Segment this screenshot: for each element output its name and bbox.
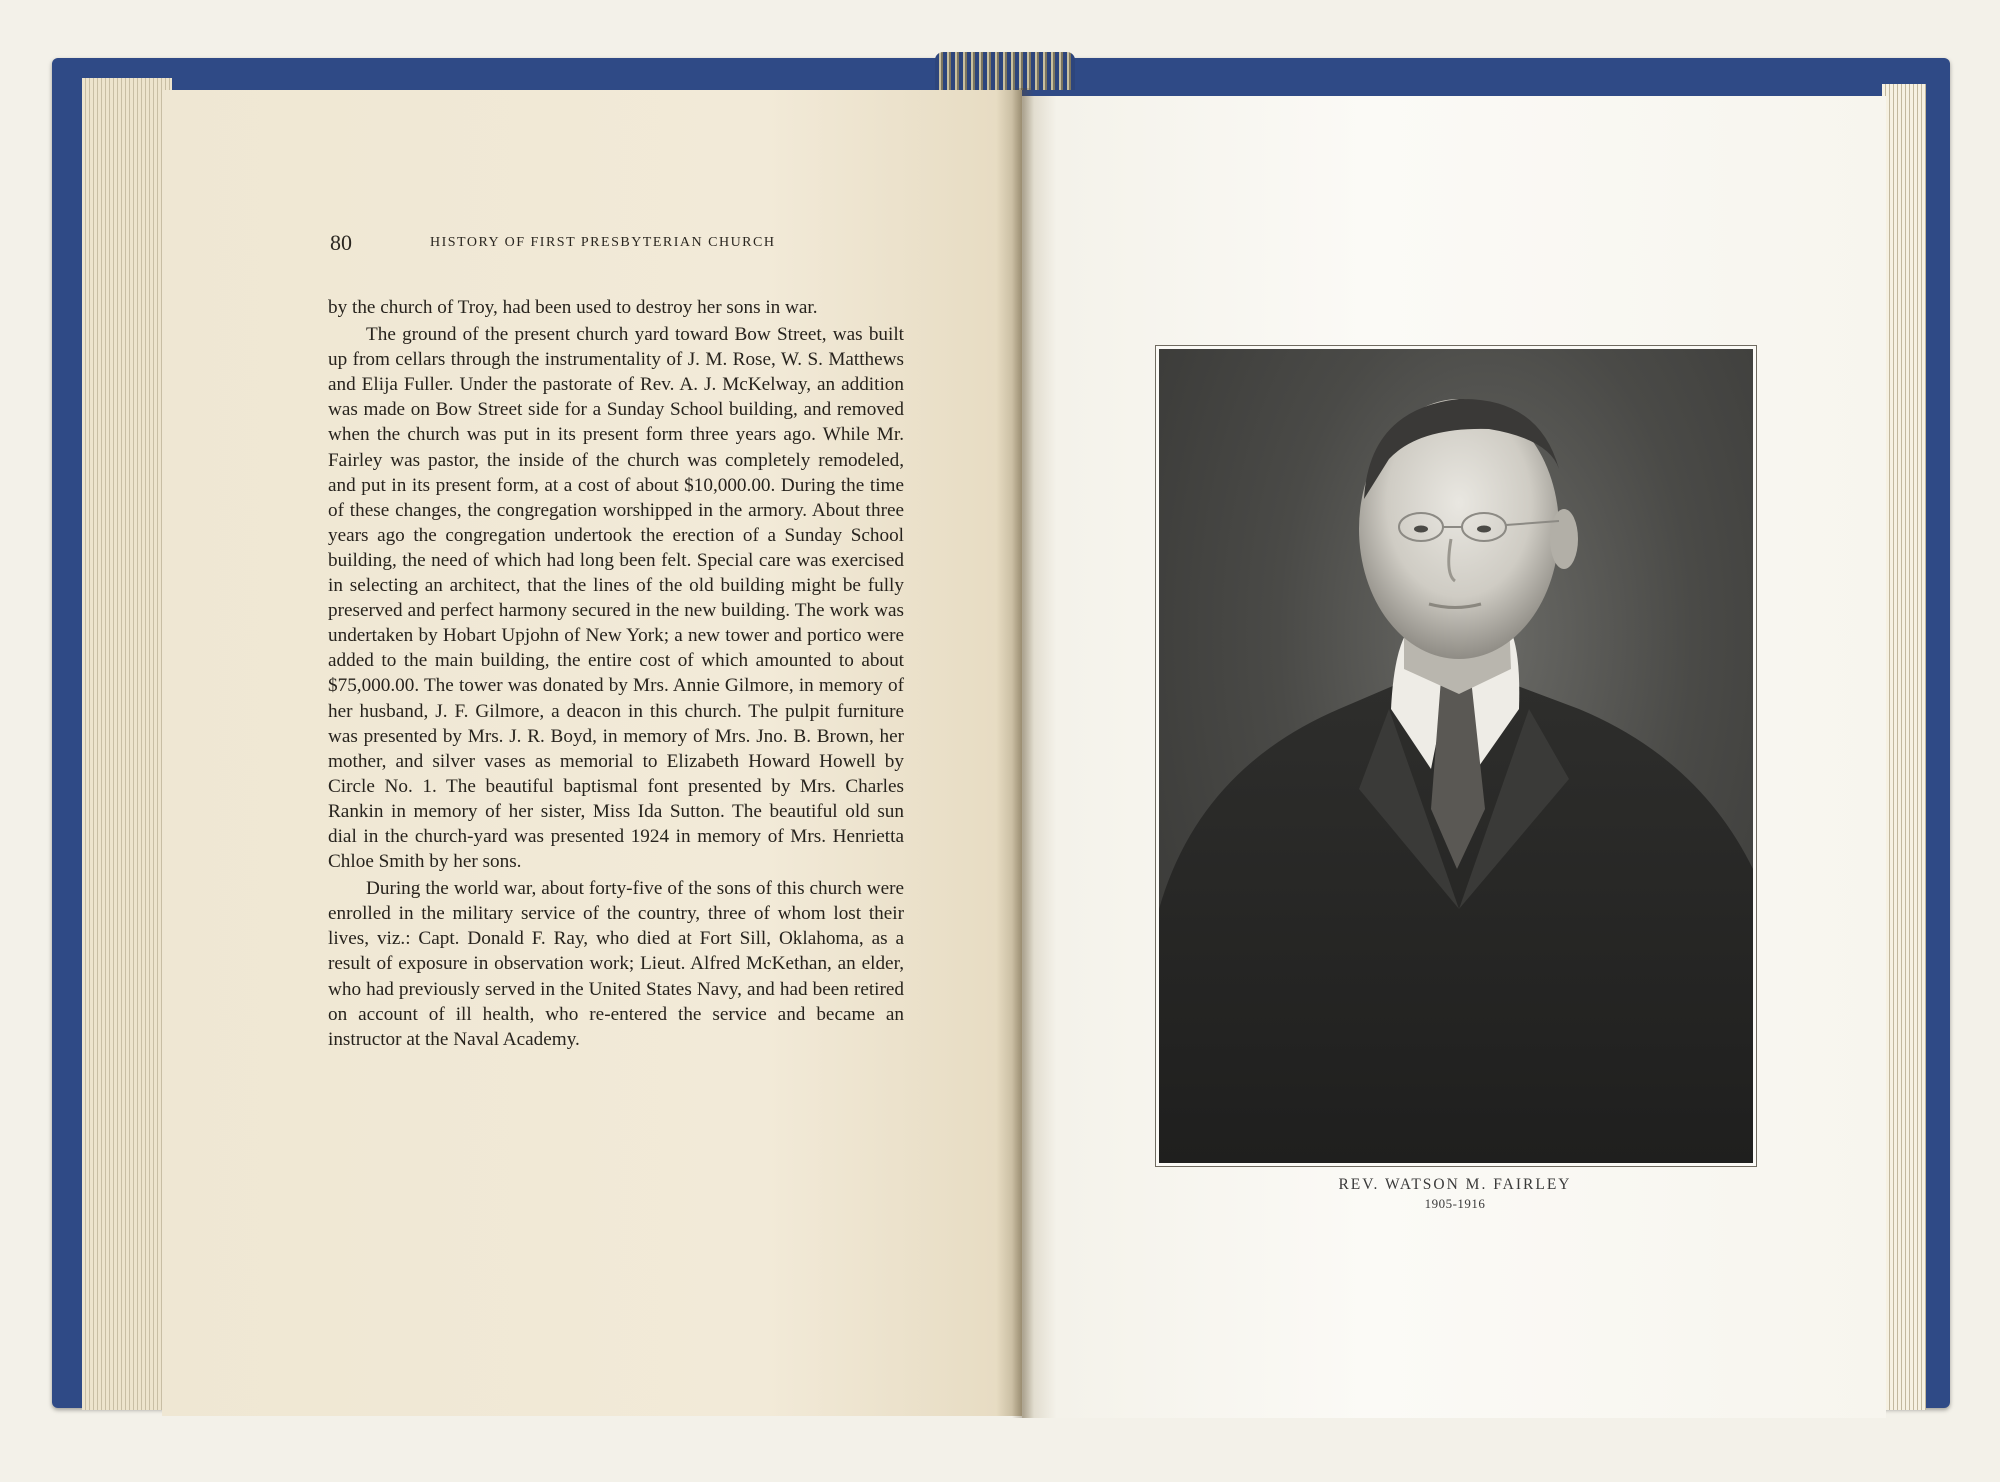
paragraph-2: The ground of the present church yard toward Bow Street, was built up from cellars through the instrumentality of J. M. Rose, W. S. Matthews and Elija Fuller. Under the pastorate of Rev. A. J. McKelway, an addition was made on Bow Street side for a Sunday School building, and removed when the church was put in its present form three years ago. While Mr. Fairley was pastor, the inside of the church was completely remodeled, and put in its present form, at a cost of about $10,000.00. During the time of these changes, the congregation worshipped in the armory. About three years ago the congregation undertook the erection of a Sunday School building, the need of which had long been felt. Special care was exercised in selecting an architect, that the lines of the old building might be fully preserved and perfect harmony secured in the new building. The work was undertaken by Hobart Upjohn of New York; a new tower and portico were added to the main building, the entire cost of which amounted to about $75,000.00. The tower was donated by Mrs. Annie Gilmore, in memory of her husband, J. F. Gilmore, a deacon in this church. The pulpit furniture was presented by Mrs. J. R. Boyd, in memory of Mrs. Jno. B. Brown, her mother, and silver vases as memorial to Elizabeth Howard Howell by Circle No. 1. The beautiful baptismal font presented by Mrs. Charles Rankin in memory of her sister, Miss Ida Sutton. The beautiful old sun dial in the church-yard was presented 1924 in memory of Mrs. Henrietta Chloe Smith by her sons. <box>328 324 904 873</box>
running-head-title: HISTORY OF FIRST PRESBYTERIAN CHURCH <box>430 235 776 250</box>
paragraph-1: by the church of Troy, had been used to destroy her sons in war. <box>328 297 818 318</box>
portrait-frame <box>1155 345 1757 1167</box>
running-head <box>330 230 910 260</box>
portrait-caption <box>1155 1176 1755 1212</box>
body-text <box>328 295 904 1054</box>
caption-years: 1905-1916 <box>1424 1196 1486 1211</box>
book-spine-headband <box>935 52 1075 90</box>
page-number: 80 <box>330 230 352 255</box>
book-gutter <box>1012 88 1034 1418</box>
caption-name: REV. WATSON M. FAIRLEY <box>1338 1176 1572 1193</box>
left-page-edges <box>82 78 172 1410</box>
paragraph-3: During the world war, about forty-five of the sons of this church were enrolled in the military service of the country, three of whom lost their lives, viz.: Capt. Donald F. Ray, who died at Fort Sill, Oklahoma, as a result of exposure in observation work; Lieut. Alfred McKethan, an elder, who had previously served in the United States Navy, and had been retired on account of ill health, who re-entered the service and became an instructor at the Naval Academy. <box>328 878 904 1050</box>
portrait-photo <box>1159 349 1753 1163</box>
right-page-edges <box>1882 84 1926 1410</box>
portrait-illustration <box>1159 349 1753 1163</box>
